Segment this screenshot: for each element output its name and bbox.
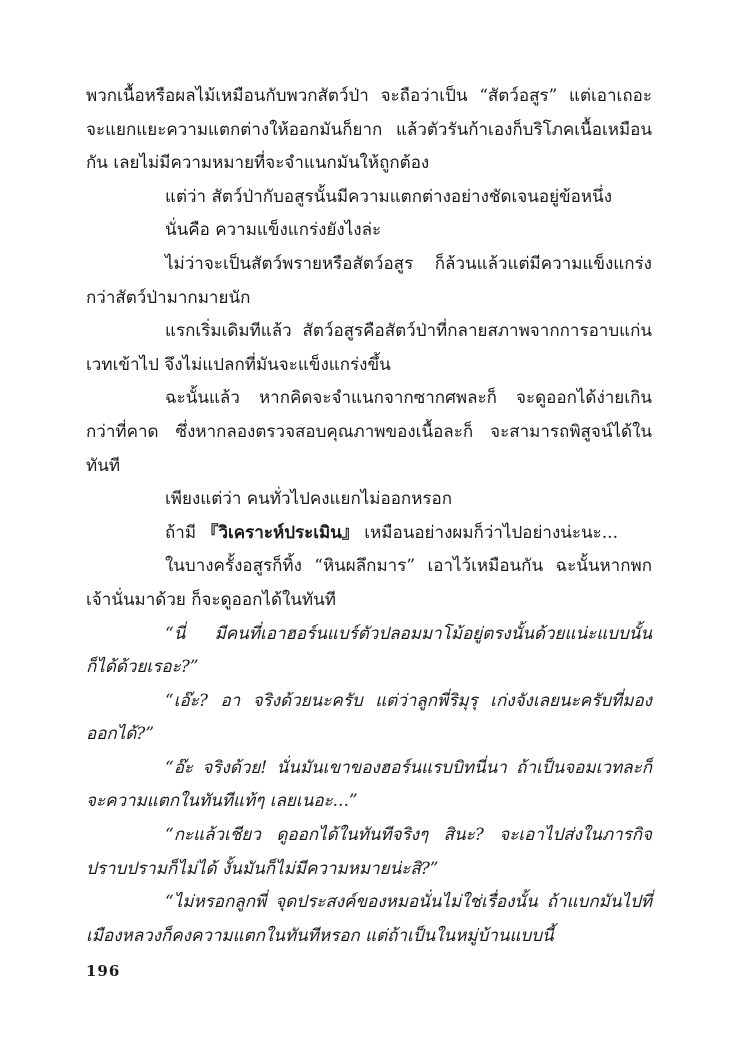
paragraph: แต่ว่า สัตว์ป่ากับอสูรนั้นมีความแตกต่างอย่างชัดเจนอยู่ข้อหนึ่ง	[165, 186, 613, 207]
paragraph: ไม่ว่าจะเป็นสัตว์พรายหรือสัตว์อสูร ก็ล้วนแล้วแต่มีความแข็งแกร่งกว่าสัตว์ป่ามากมายนัก	[86, 253, 652, 308]
paragraph: ฉะนั้นแล้ว หากคิดจะจำแนกจากซากศพละก็ จะดูออกได้ง่ายเกินกว่าที่คาด ซึ่งหากลองตรวจสอบคุณภาพของเนื้อละก็ จะสามารถพิสูจน์ได้ในทันที	[86, 388, 652, 476]
paragraph-with-skill	[86, 517, 652, 551]
dialogue-line: “เอ๊ะ? อา จริงด้วยนะครับ แต่ว่าลูกพี่ริมุรุ เก่งจังเลยนะครับที่มองออกได้?”	[86, 690, 652, 745]
page-number: 196	[86, 962, 121, 980]
dialogue-line: “ไม่หรอกลูกพี่ จุดประสงค์ของหมอนั่นไม่ใช่เรื่องนั้น ถ้าแบกมันไปที่เมืองหลวงก็คงความแตกในทันทีหรอก แต่ถ้าเป็นในหมู่บ้านแบบนี้	[86, 892, 652, 946]
dialogue-line: “นี่ มีคนที่เอาฮอร์นแบร์ตัวปลอมมาโม้อยู่ตรงนั้นด้วยแน่ะแบบนั้นก็ได้ด้วยเรอะ?”	[86, 623, 652, 678]
paragraph: เพียงแต่ว่า คนทั่วไปคงแยกไม่ออกหรอก	[165, 489, 453, 510]
paragraph: ในบางครั้งอสูรก็ทิ้ง “หินผลึกมาร” เอาไว้เหมือนกัน ฉะนั้นหากพกเจ้านั่นมาด้วย ก็จะดูออกได้ในทันที	[86, 556, 652, 610]
paragraph: แรกเริ่มเดิมทีแล้ว สัตว์อสูรคือสัตว์ป่าที่กลายสภาพจากการอาบแก่นเวทเข้าไป จึงไม่แปลกที่มันจะแข็งแกร่งขึ้น	[86, 321, 652, 375]
paragraph: นั่นคือ ความแข็งแกร่งยังไงล่ะ	[165, 220, 382, 241]
dialogue-line: “อ๊ะ จริงด้วย! นั่นมันเขาของฮอร์นแรบบิทนี่นา ถ้าเป็นจอมเวทละก็จะความแตกในทันทีแท้ๆ เลยเนอะ...”	[86, 757, 652, 812]
skill-name: 『วิเคราะห์ประเมิน』	[201, 522, 359, 543]
dialogue-line: “กะแล้วเชียว ดูออกได้ในทันทีจริงๆ สินะ? จะเอาไปส่งในภารกิจปราบปรามก็ไม่ได้ งั้นมันก็ไม่มีความหมายน่ะสิ?”	[86, 825, 652, 879]
body-text	[86, 80, 652, 953]
paragraph-text: เหมือนอย่างผมก็ว่าไปอย่างน่ะนะ...	[358, 522, 618, 543]
paragraph: พวกเนื้อหรือผลไม้เหมือนกับพวกสัตว์ป่า จะถือว่าเป็น “สัตว์อสูร” แต่เอาเถอะ จะแยกแยะความแตกต่างให้ออกมันก็ยาก แล้วตัวรันก้าเองก็บริโภคเนื้อเหมือนกัน เลยไม่มีความหมายที่จะจำแนกมันให้ถูกต้อง	[86, 86, 652, 174]
paragraph-text: ถ้ามี	[165, 522, 202, 543]
